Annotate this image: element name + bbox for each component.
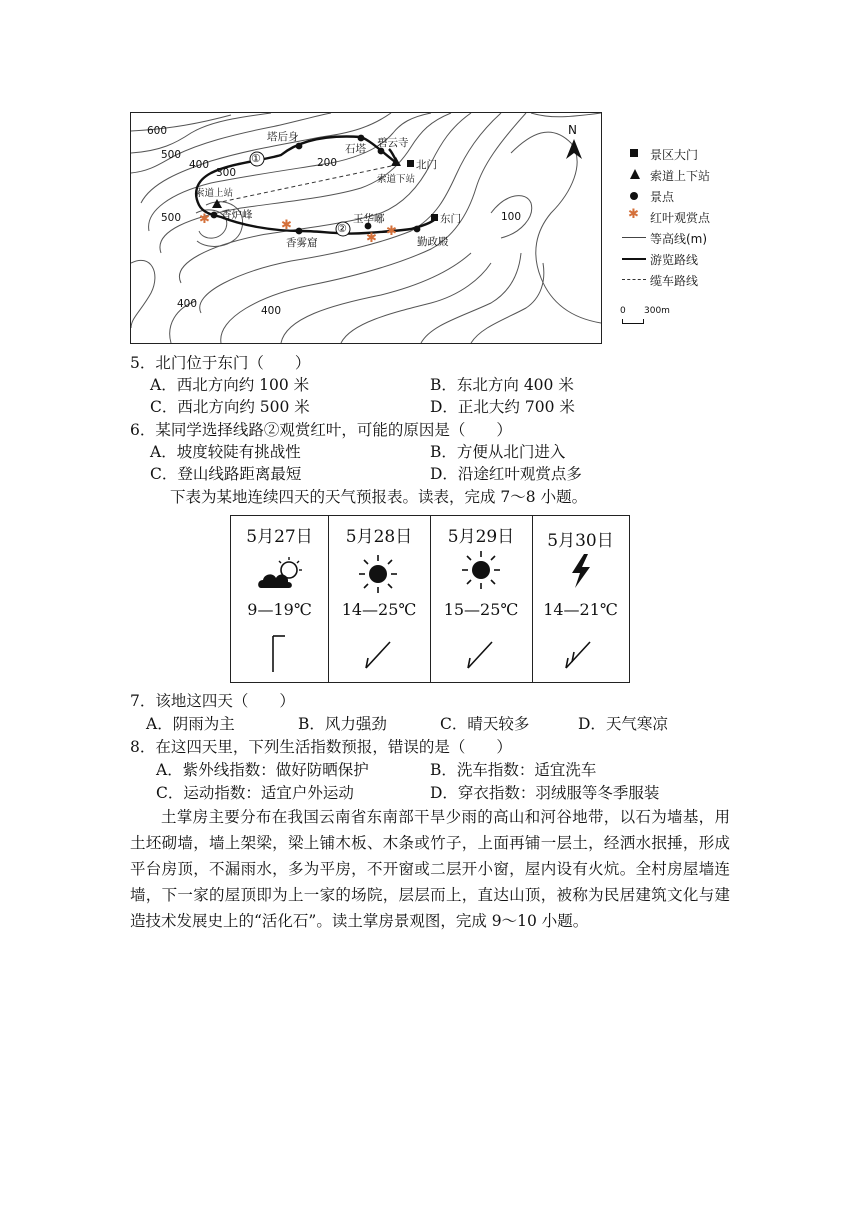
place-label: 塔后身 <box>267 131 299 143</box>
question-8-option-b: B．洗车指数：适宜洗车 <box>430 761 597 779</box>
gate-square-icon <box>431 214 438 221</box>
legend-label: 索道上下站 <box>650 169 711 183</box>
question-8-stem: 8．在这四天里，下列生活指数预报，错误的是（ ） <box>130 738 512 756</box>
map-legend <box>622 144 762 334</box>
forecast-day <box>328 516 431 682</box>
forecast-day <box>430 516 533 682</box>
legend-label: 红叶观赏点 <box>650 211 711 225</box>
wind-level-3-icon <box>562 638 598 674</box>
question-5-option-c: C．西北方向约 500 米 <box>150 398 310 416</box>
place-label: 香雾窟 <box>286 237 318 249</box>
legend-label: 景点 <box>650 190 675 204</box>
question-6-option-c: C．登山线路距离最短 <box>150 465 302 483</box>
wind-level-1-icon <box>265 634 295 674</box>
contour-label: 100 <box>501 211 522 223</box>
intro-7-8: 下表为某地连续四天的天气预报表。读表，完成 7～8 小题。 <box>170 488 588 506</box>
question-6-option-d: D．沿途红叶观赏点多 <box>430 465 582 483</box>
sun-icon <box>358 554 398 594</box>
north-arrow-icon <box>564 139 584 161</box>
scale-distance: 300m <box>644 306 670 316</box>
forecast-temp: 14—21℃ <box>543 600 618 619</box>
contour-label: 400 <box>189 159 210 171</box>
gate-square-icon <box>630 149 638 157</box>
place-label: 东门 <box>440 213 461 225</box>
contour-label: 500 <box>161 212 182 224</box>
scale-zero: 0 <box>620 306 626 316</box>
svg-text:✱: ✱ <box>199 212 210 227</box>
cableway-symbol <box>622 279 646 280</box>
contour-label: 600 <box>147 125 168 137</box>
svg-text:✱: ✱ <box>386 224 397 239</box>
gate-square-icon <box>407 160 414 167</box>
forecast-date: 5月28日 <box>345 527 413 547</box>
cableway-station-icon <box>629 168 641 180</box>
route-marker-2: ② <box>337 222 347 235</box>
forecast-temp: 14—25℃ <box>341 600 417 619</box>
question-5-option-a: A．西北方向约 100 米 <box>150 376 310 394</box>
legend-label: 等高线(m) <box>650 232 708 246</box>
question-5-stem: 5．北门位于东门（ ） <box>130 354 311 372</box>
svg-text:✱: ✱ <box>281 218 292 233</box>
weather-forecast-table <box>230 515 630 683</box>
legend-label: 缆车路线 <box>650 274 699 288</box>
forecast-date: 5月30日 <box>547 531 614 551</box>
question-6-stem: 6．某同学选择线路②观赏红叶，可能的原因是（ ） <box>130 421 512 439</box>
legend-label: 游览路线 <box>650 253 699 267</box>
tour-route-symbol <box>622 258 646 260</box>
wind-level-2-icon <box>464 638 500 674</box>
place-label: 索道上站 <box>195 188 234 199</box>
forecast-day <box>532 516 629 682</box>
forecast-temp: 15—25℃ <box>443 600 519 619</box>
cableway-line <box>216 165 396 203</box>
legend-label: 景区大门 <box>650 148 699 162</box>
place-label: 碧云寺 <box>377 137 409 149</box>
scenic-spot-dot <box>414 226 421 233</box>
scale-bar <box>622 319 644 324</box>
scenic-spot-dot <box>211 212 218 219</box>
question-7-stem: 7．该地这四天（ ） <box>130 692 295 710</box>
place-label: 玉华峫 <box>353 213 385 225</box>
question-5-option-b: B．东北方向 400 米 <box>430 376 574 394</box>
maple-leaf-icon: ✱ <box>628 207 639 222</box>
svg-text:✱: ✱ <box>366 231 377 246</box>
forecast-temp: 9—19℃ <box>247 600 312 619</box>
question-8-option-d: D．穿衣指数：羽绒服等冬季服装 <box>430 784 660 802</box>
sun-icon <box>461 550 501 590</box>
thunder-icon <box>568 554 594 588</box>
contour-map-svg <box>131 113 601 343</box>
scenic-area-map <box>130 112 602 344</box>
wind-level-2-icon <box>362 638 398 674</box>
forecast-date: 5月29日 <box>447 527 515 547</box>
place-label: 石塔 <box>345 143 366 155</box>
north-label: N <box>568 123 577 137</box>
contour-label: 200 <box>317 157 338 169</box>
place-label: 索道下站 <box>377 174 416 185</box>
question-5-option-d: D．正北大约 700 米 <box>430 398 575 416</box>
contour-label: 300 <box>216 167 237 179</box>
place-label: 香炉峰 <box>221 209 253 221</box>
place-label: 勤政殿 <box>417 236 449 248</box>
forecast-date: 5月27日 <box>246 527 313 547</box>
question-6-option-b: B．方便从北门进入 <box>430 443 566 461</box>
question-7-option-c: C．晴天较多 <box>440 715 530 733</box>
cloudy-sun-icon <box>257 556 305 592</box>
contour-label: 400 <box>177 298 198 310</box>
question-7-option-b: B．风力强劲 <box>298 715 387 733</box>
passage-9-10: 土掌房主要分布在我国云南省东南部干旱少雨的高山和河谷地带，以石为墙基，用土坯砌墙，墙上架梁，梁上铺木板、木条或竹子，上面再铺一层土，经洒水抿捶，形成平台房顶，不漏雨水，多为平房，不开窗或二层开小窗，屋内设有火炕。全村房屋墙连墙，下一家的屋顶即为上一家的场院，层层而上，直达山顶，被称为民居建筑文化与建造技术发展史上的“活化石”。读土掌房景观图，完成 9～10 小题。 <box>130 808 730 930</box>
route-marker-1: ① <box>251 152 261 165</box>
forecast-day <box>231 516 329 682</box>
scenic-spot-dot <box>296 228 303 235</box>
contour-label: 500 <box>161 149 182 161</box>
question-6-option-a: A．坡度较陡有挑战性 <box>150 443 301 461</box>
question-7-option-a: A．阴雨为主 <box>146 715 235 733</box>
contour-label: 400 <box>261 305 282 317</box>
scenic-spot-dot-icon <box>630 192 638 200</box>
contour-line-symbol <box>622 237 646 238</box>
question-8-option-c: C．运动指数：适宜户外运动 <box>156 784 354 802</box>
place-label: 北门 <box>416 159 437 171</box>
question-8-option-a: A．紫外线指数：做好防晒保护 <box>156 761 369 779</box>
question-7-option-d: D．天气寒凉 <box>578 715 668 733</box>
